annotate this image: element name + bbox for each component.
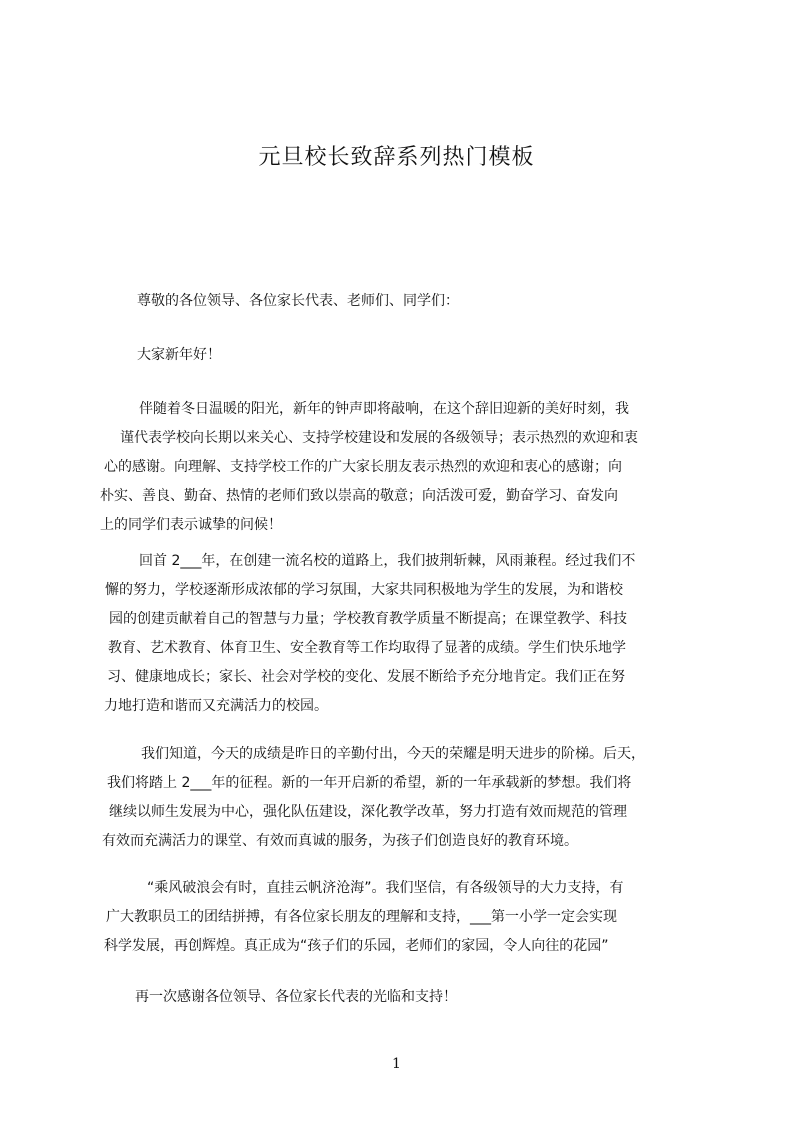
paragraph-2-line: 力地打造和谐而又充满活力的校园。 [104,698,328,714]
paragraph-4-line: “乘风破浪会有时，直挂云帆济沧海”。我们坚信，有各级领导的大力支持，有 [147,880,624,896]
salutation: 大家新年好！ [137,347,221,363]
paragraph-2 [96,547,706,721]
paragraph-3-line: 有效而充满活力的课堂、有效而真诚的服务，为孩子们创造良好的教育环境。 [102,833,578,849]
paragraph-4 [96,874,706,961]
paragraph-2-line: 教育、艺术教育、体育卫生、安全教育等工作均取得了显著的成绩。学生们快乐地学 [108,640,626,656]
paragraph-1-line: 谨代表学校向长期以来关心、支持学校建设和发展的各级领导；表示热烈的欢迎和衷 [120,430,638,446]
paragraph-3 [96,740,706,856]
closing-line: 再一次感谢各位领导、各位家长代表的光临和支持！ [135,989,457,1005]
paragraph-2-line: 回首 2___年，在创建一流名校的道路上，我们披荆斩棘，风雨兼程。经过我们不 [139,553,636,569]
paragraph-2-line: 园的创建贡献着自己的智慧与力量；学校教育教学质量不断提高；在课堂教学、科技 [109,611,627,627]
paragraph-1-line: 朴实、善良、勤奋、热情的老师们致以崇高的敬意；向活泼可爱，勤奋学习、奋发向 [100,488,618,504]
paragraph-1-line: 伴随着冬日温暖的阳光，新年的钟声即将敲响，在这个辞旧迎新的美好时刻，我 [139,401,629,417]
paragraph-1-line: 上的同学们表示诚挚的问候！ [100,517,282,533]
paragraph-1-line: 心的感谢。向理解、支持学校工作的广大家长朋友表示热烈的欢迎和衷心的感谢；向 [104,459,622,475]
paragraph-4-line: 科学发展，再创辉煌。真正成为“孩子们的乐园，老师们的家园，令人向往的花园” [104,938,609,954]
paragraph-2-line: 习、健康地成长；家长、社会对学校的变化、发展不断给予充分地肯定。我们正在努 [107,669,625,685]
paragraph-3-line: 我们将踏上 2___年的征程。新的一年开启新的希望，新的一年承载新的梦想。我们将 [107,775,632,791]
paragraph-1 [96,395,706,540]
page-number: 1 [392,1056,401,1072]
paragraph-3-line: 继续以师生发展为中心，强化队伍建设，深化教学改革，努力打造有效而规范的管理 [109,804,627,820]
paragraph-4-line: 广大教职员工的团结拼搏，有各位家长朋友的理解和支持，___第一小学一定会实现 [106,909,617,925]
paragraph-2-line: 懈的努力，学校逐渐形成浓郁的学习氛围，大家共同积极地为学生的发展，为和谐校 [105,582,623,598]
document-title: 元旦校长致辞系列热门模板 [258,145,535,170]
greeting: 尊敬的各位领导、各位家长代表、老师们、同学们： [137,293,459,309]
paragraph-3-line: 我们知道，今天的成绩是昨日的辛勤付出，今天的荣耀是明天进步的阶梯。后天， [141,746,645,762]
